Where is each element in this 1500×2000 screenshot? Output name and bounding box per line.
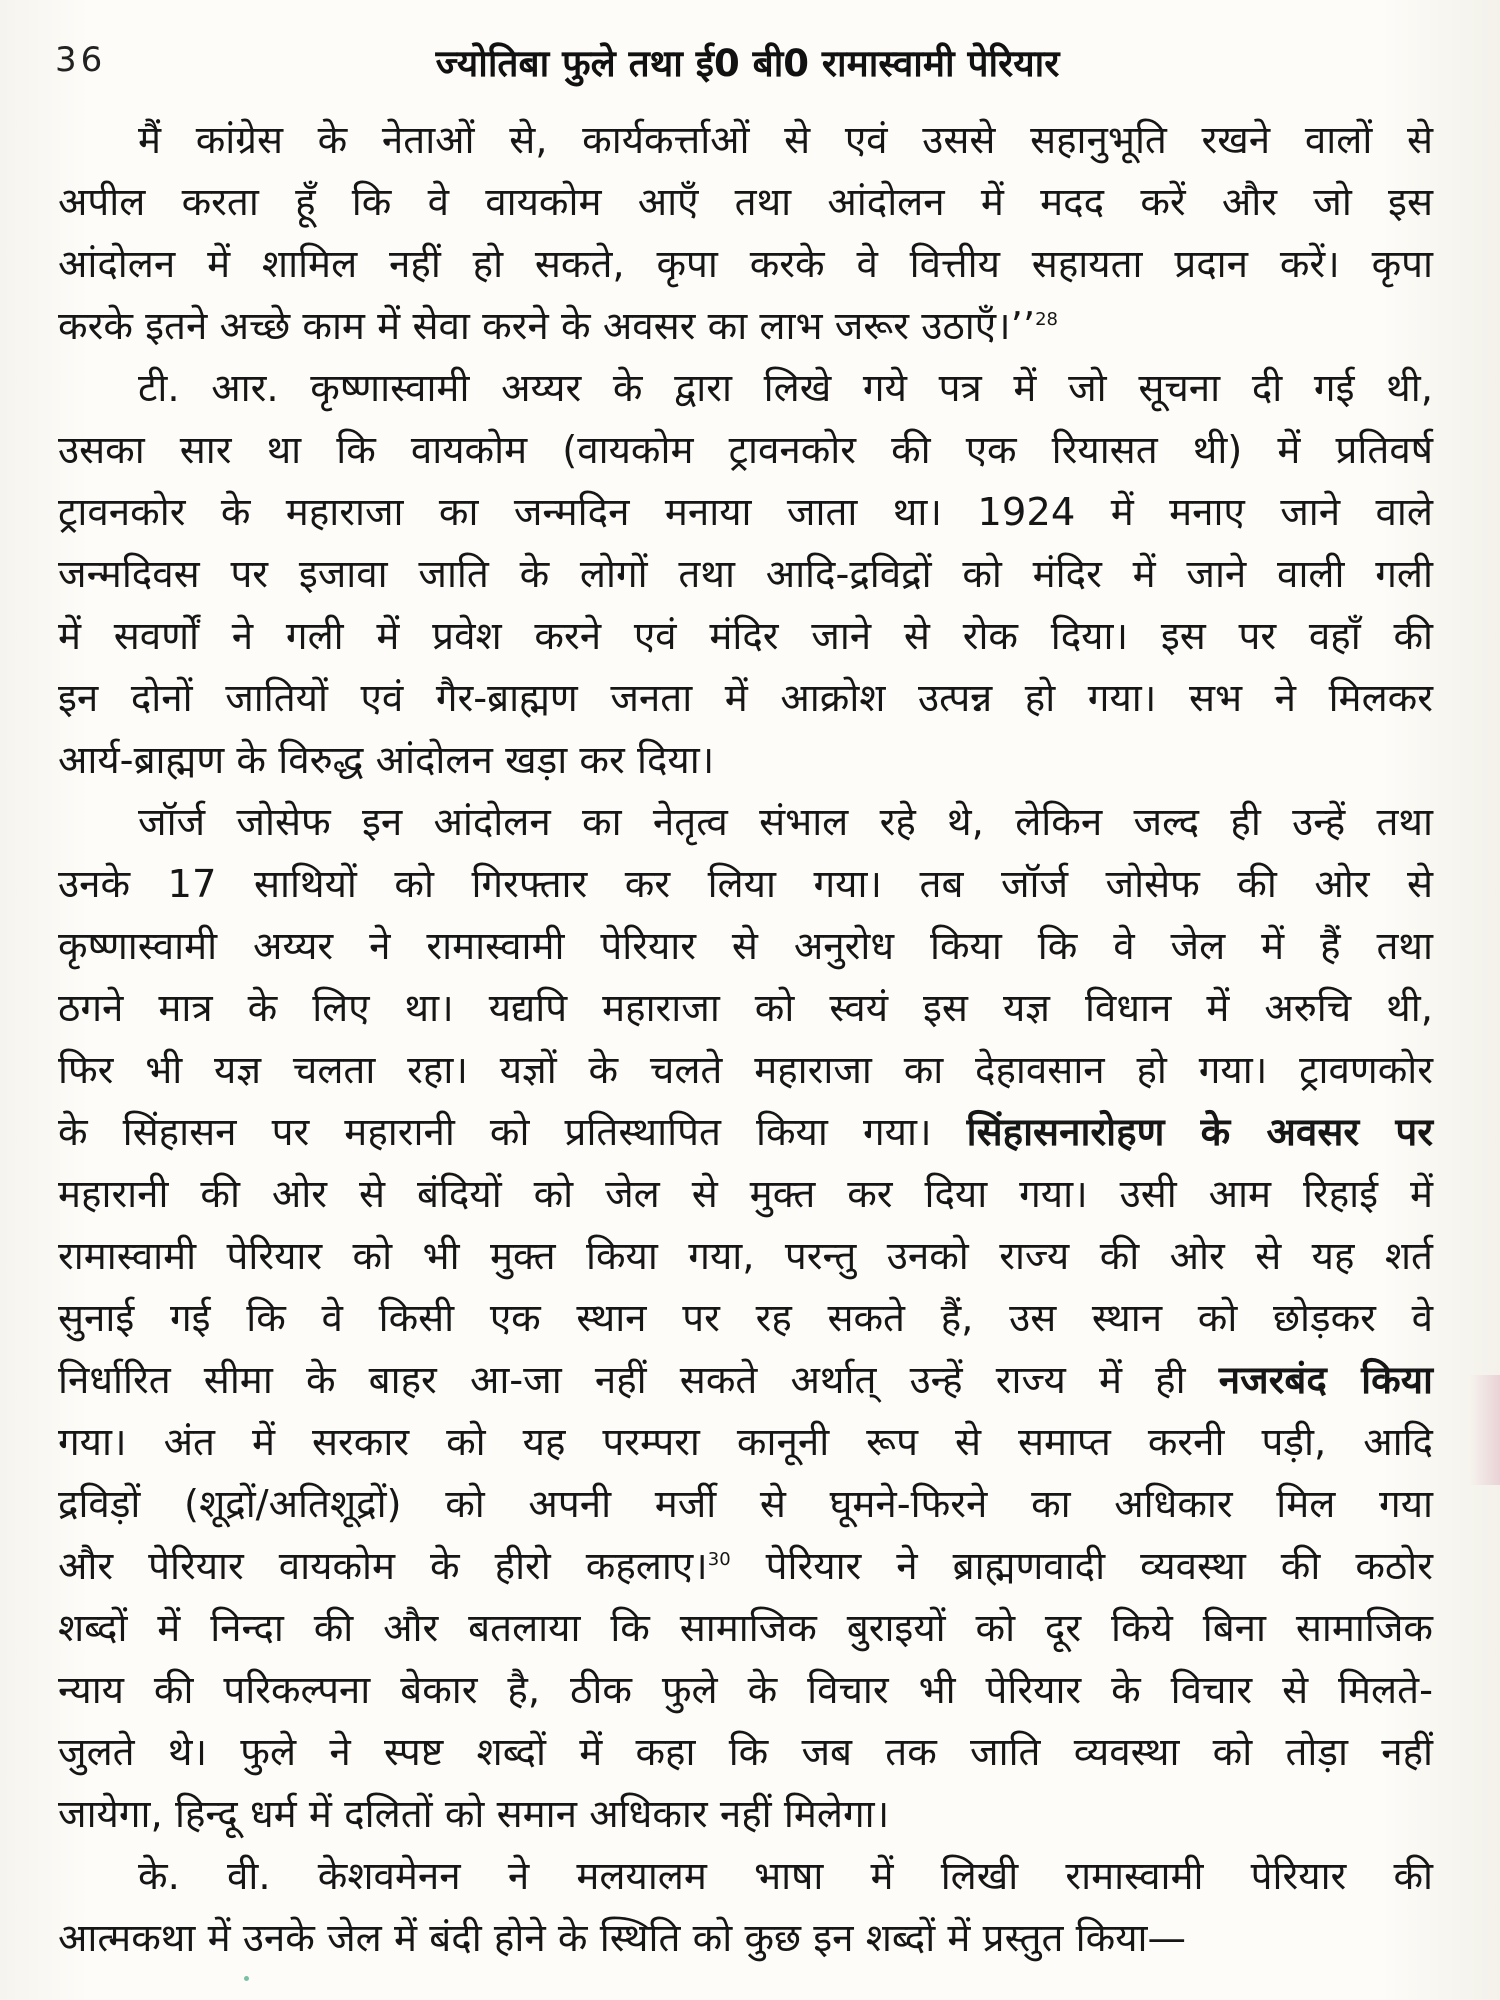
- text-line-content: और पेरियार वायकोम के हीरो कहलाए।: [58, 1544, 708, 1589]
- text-line: जायेगा, हिन्दू धर्म में दलितों को समान अधिकार नहीं मिलेगा।: [58, 1792, 890, 1837]
- scan-edge-mark: [1470, 1375, 1500, 1485]
- emphasized-phrase: नजरबंद किया: [1218, 1358, 1433, 1403]
- paragraph-george-joseph: [58, 792, 1433, 1846]
- footnote-marker: 28: [1035, 309, 1058, 331]
- paragraph-keshavamenon: [58, 1846, 1433, 1970]
- running-title: ज्योतिबा फुले तथा ई0 बी0 रामास्वामी पेरियार: [435, 42, 1060, 85]
- text-line: जॉर्ज जोसेफ इन आंदोलन का नेतृत्व संभाल रहे थे, लेकिन जल्द ही उन्हें तथा: [138, 800, 1433, 845]
- text-line: द्रविड़ों (शूद्रों/अतिशूद्रों) को अपनी मर्जी से घूमने-फिरने का अधिकार मिल गया: [58, 1482, 1433, 1527]
- text-line: आत्मकथा में उनके जेल में बंदी होने के स्थिति को कुछ इन शब्दों में प्रस्तुत किया—: [58, 1916, 1187, 1961]
- text-line: [58, 296, 1433, 358]
- text-line: मैं कांग्रेस के नेताओं से, कार्यकर्त्ताओं से एवं उससे सहानुभूति रखने वालों से: [138, 118, 1433, 163]
- text-line: शब्दों में निन्दा की और बतलाया कि सामाजिक बुराइयों को दूर किये बिना सामाजिक: [58, 1606, 1433, 1651]
- text-line: में सवर्णों ने गली में प्रवेश करने एवं मंदिर जाने से रोक दिया। इस पर वहाँ की: [58, 614, 1433, 659]
- text-line: [58, 1536, 1433, 1598]
- page-header: [55, 28, 1440, 88]
- body-text: [58, 110, 1433, 1970]
- text-line: फिर भी यज्ञ चलता रहा। यज्ञों के चलते महाराजा का देहावसान हो गया। ट्रावणकोर: [58, 1048, 1433, 1093]
- text-line: ट्रावनकोर के महाराजा का जन्मदिन मनाया जाता था। 1924 में मनाए जाने वाले: [58, 490, 1433, 535]
- text-line-continuation: पेरियार ने ब्राह्मणवादी व्यवस्था की कठोर: [730, 1544, 1433, 1589]
- scan-speck: [244, 1976, 249, 1981]
- text-line: निर्धारित सीमा के बाहर आ-जा नहीं सकते अर्थात् उन्हें राज्य में ही नजरबंद किया: [58, 1358, 1433, 1403]
- paragraph-vaikom-background: [58, 358, 1433, 792]
- text-line: रामास्वामी पेरियार को भी मुक्त किया गया, परन्तु उनको राज्य की ओर से यह शर्त: [58, 1234, 1433, 1279]
- text-line: जुलते थे। फुले ने स्पष्ट शब्दों में कहा कि जब तक जाति व्यवस्था को तोड़ा नहीं: [58, 1730, 1433, 1775]
- text-line: अपील करता हूँ कि वे वायकोम आएँ तथा आंदोलन में मदद करें और जो इस: [58, 180, 1433, 225]
- text-line: आर्य-ब्राह्मण के विरुद्ध आंदोलन खड़ा कर दिया।: [58, 738, 715, 783]
- text-line: ठगने मात्र के लिए था। यद्यपि महाराजा को स्वयं इस यज्ञ विधान में अरुचि थी,: [58, 986, 1433, 1031]
- text-line: उसका सार था कि वायकोम (वायकोम ट्रावनकोर की एक रियासत थी) में प्रतिवर्ष: [58, 428, 1433, 473]
- text-line: कृष्णास्वामी अय्यर ने रामास्वामी पेरियार से अनुरोध किया कि वे जेल में हैं तथा: [58, 924, 1433, 969]
- text-line: आंदोलन में शामिल नहीं हो सकते, कृपा करके वे वित्तीय सहायता प्रदान करें। कृपा: [58, 242, 1433, 287]
- footnote-marker: 30: [707, 1549, 731, 1571]
- text-line: उनके 17 साथियों को गिरफ्तार कर लिया गया। तब जॉर्ज जोसेफ की ओर से: [58, 862, 1433, 907]
- paragraph-quote-end: [58, 110, 1433, 358]
- text-line: सुनाई गई कि वे किसी एक स्थान पर रह सकते हैं, उस स्थान को छोड़कर वे: [58, 1296, 1433, 1341]
- text-line: के. वी. केशवमेनन ने मलयालम भाषा में लिखी रामास्वामी पेरियार की: [138, 1854, 1433, 1899]
- text-line-content: करके इतने अच्छे काम में सेवा करने के अवसर का लाभ जरूर उठाएँ।’’: [58, 304, 1036, 349]
- text-line: के सिंहासन पर महारानी को प्रतिस्थापित किया गया। सिंहासनारोहण के अवसर पर: [58, 1110, 1433, 1155]
- text-line: न्याय की परिकल्पना बेकार है, ठीक फुले के विचार भी पेरियार के विचार से मिलते-: [58, 1668, 1433, 1713]
- page-number: 36: [55, 40, 107, 80]
- text-line: इन दोनों जातियों एवं गैर-ब्राह्मण जनता में आक्रोश उत्पन्न हो गया। सभ ने मिलकर: [58, 676, 1433, 721]
- emphasized-phrase: सिंहासनारोहण के अवसर पर: [966, 1110, 1433, 1155]
- text-line: महारानी की ओर से बंदियों को जेल से मुक्त कर दिया गया। उसी आम रिहाई में: [58, 1172, 1433, 1217]
- text-line: जन्मदिवस पर इजावा जाति के लोगों तथा आदि-द्रविद्रों को मंदिर में जाने वाली गली: [58, 552, 1433, 597]
- text-line: गया। अंत में सरकार को यह परम्परा कानूनी रूप से समाप्त करनी पड़ी, आदि: [58, 1420, 1433, 1465]
- text-line: टी. आर. कृष्णास्वामी अय्यर के द्वारा लिखे गये पत्र में जो सूचना दी गई थी,: [138, 366, 1433, 411]
